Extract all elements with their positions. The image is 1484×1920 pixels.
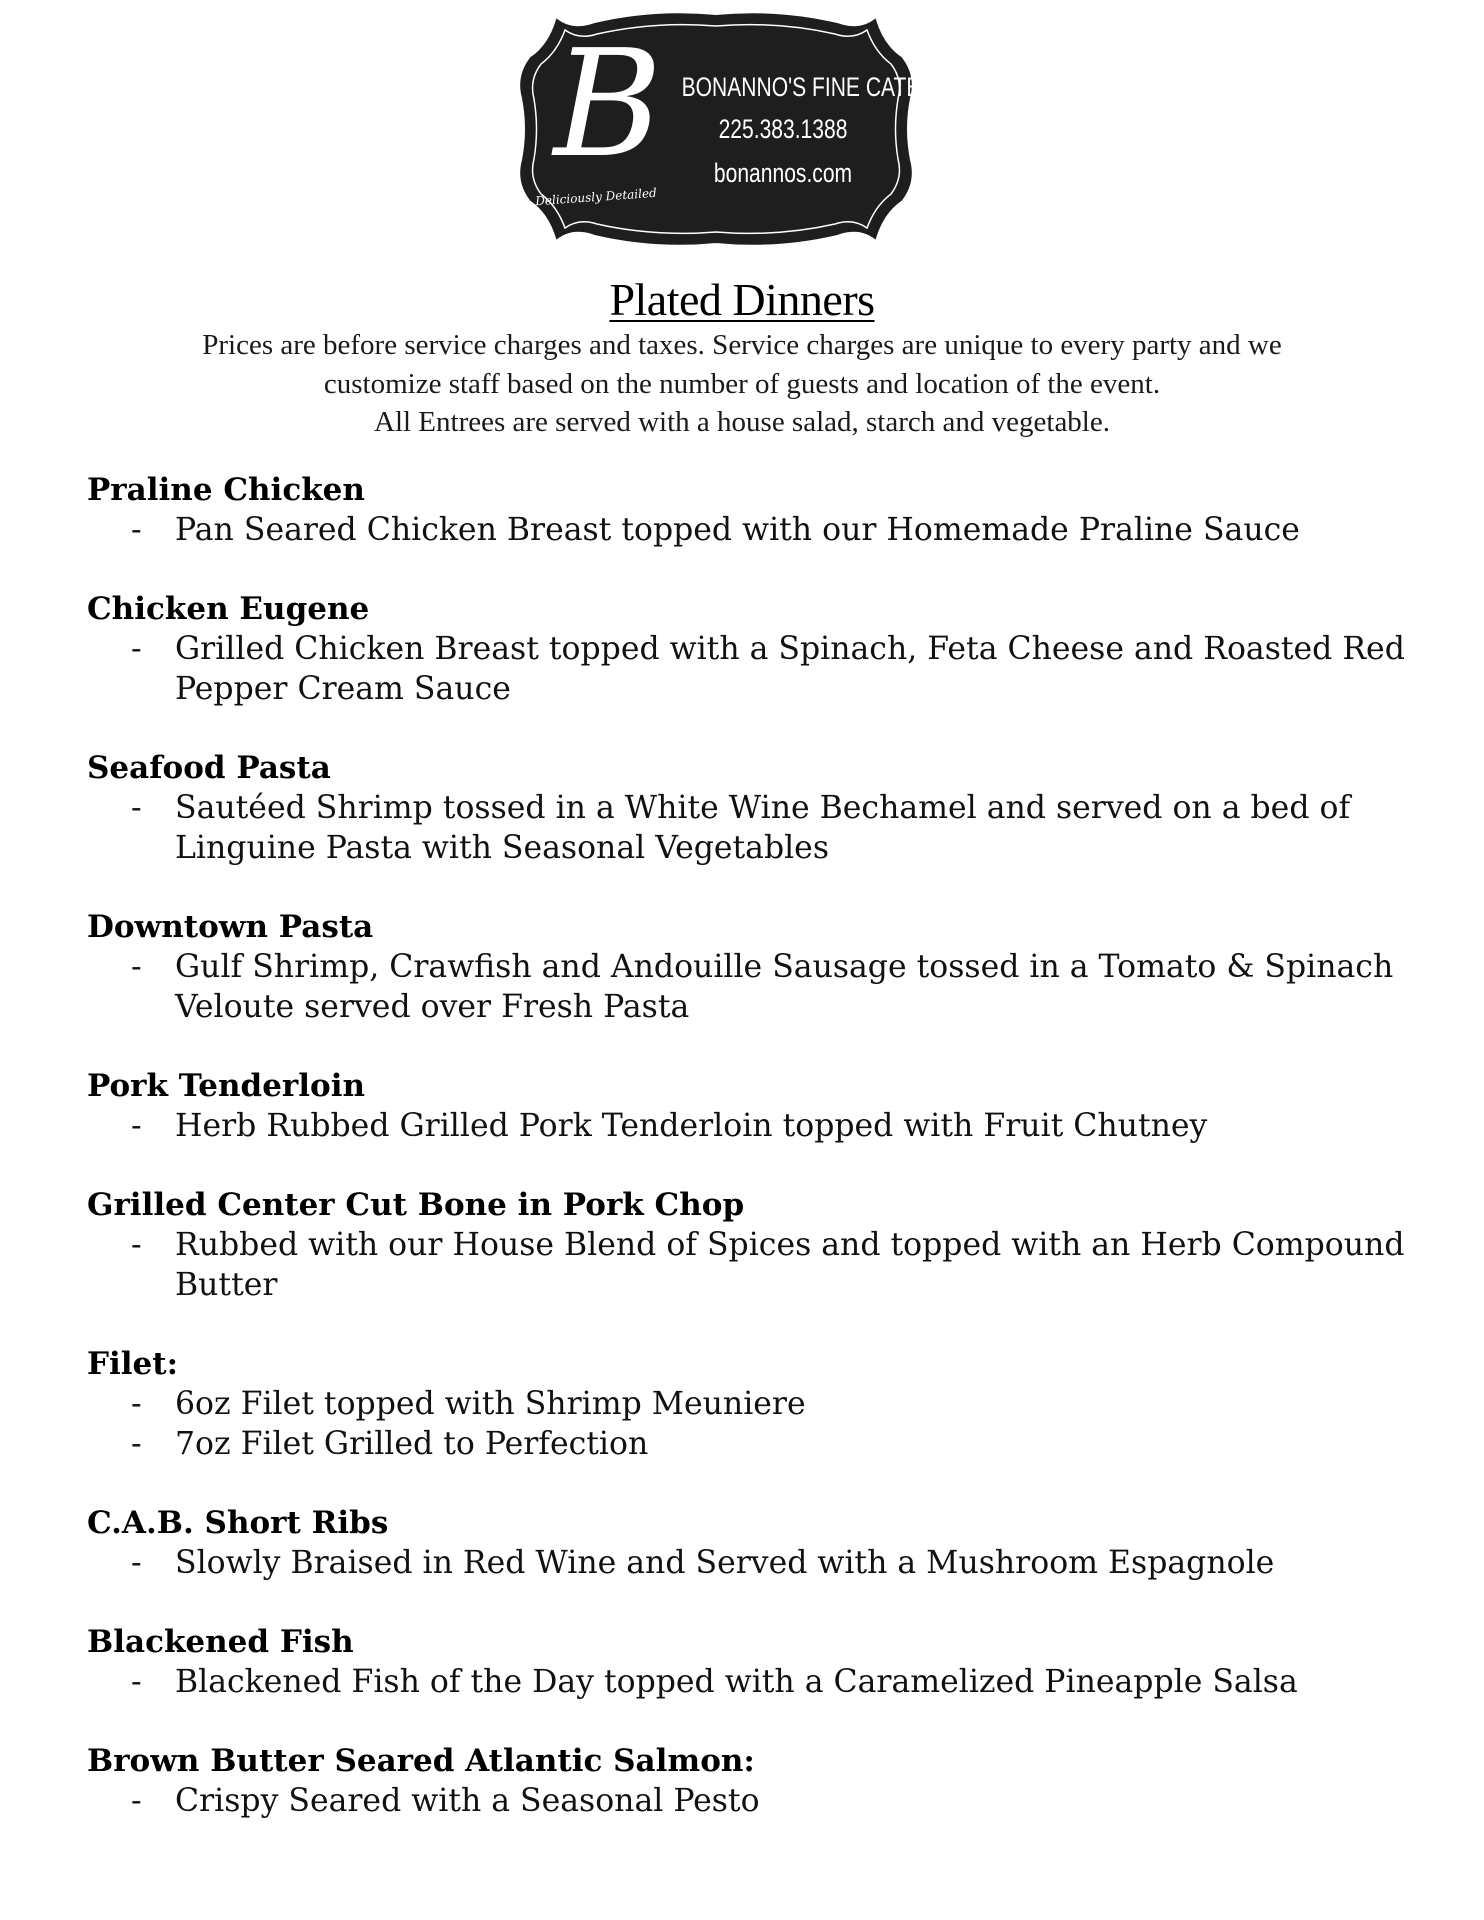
description-text: 6oz Filet topped with Shrimp Meuniere: [175, 1386, 806, 1422]
intro-text: [80, 326, 1404, 442]
menu-list: [87, 470, 1417, 1821]
description-text: 7oz Filet Grilled to Perfection: [175, 1426, 649, 1462]
menu-item-descriptions: [87, 629, 1417, 709]
page-title: Plated Dinners: [609, 274, 875, 325]
menu-item-name: Filet:: [87, 1346, 179, 1382]
menu-item-description: [87, 1662, 1417, 1702]
menu-item-description: [87, 788, 1417, 868]
logo-initial: B: [553, 18, 663, 190]
bullet-dash: -: [131, 949, 142, 985]
bullet-dash: -: [131, 1108, 142, 1144]
menu-item-name: Seafood Pasta: [87, 750, 331, 786]
bullet-dash: -: [131, 1426, 142, 1462]
menu-item-description: [87, 1424, 1417, 1464]
bullet-dash: -: [131, 1783, 142, 1819]
menu-item: [87, 907, 1417, 1027]
company-logo: [505, 6, 974, 253]
intro-line: Prices are before service charges and taxes. Service charges are unique to every party and we: [202, 329, 1282, 361]
menu-item-descriptions: [87, 510, 1417, 550]
menu-item-name: C.A.B. Short Ribs: [87, 1505, 389, 1541]
menu-item-description: [87, 510, 1417, 550]
menu-item-descriptions: [87, 1662, 1417, 1702]
menu-item-descriptions: [87, 1543, 1417, 1583]
menu-item-description: [87, 947, 1417, 1027]
menu-item: [87, 589, 1417, 709]
logo-text-block: [681, 68, 974, 194]
description-text: Rubbed with our House Blend of Spices and topped with an Herb Compound Butter: [175, 1227, 1405, 1303]
menu-item-description: [87, 1384, 1417, 1424]
bullet-dash: -: [131, 631, 142, 667]
menu-item-description: [87, 1106, 1417, 1146]
menu-item-name: Pork Tenderloin: [87, 1068, 366, 1104]
description-text: Herb Rubbed Grilled Pork Tenderloin topped with Fruit Chutney: [175, 1108, 1208, 1144]
menu-item: [87, 1344, 1417, 1464]
logo-tagline: Deliciously Detailed: [534, 185, 658, 209]
menu-item-descriptions: [87, 788, 1417, 868]
menu-item-descriptions: [87, 1781, 1417, 1821]
menu-item: [87, 1185, 1417, 1305]
bullet-dash: -: [131, 790, 142, 826]
description-text: Pan Seared Chicken Breast topped with our Homemade Praline Sauce: [175, 512, 1300, 548]
description-text: Blackened Fish of the Day topped with a Caramelized Pineapple Salsa: [175, 1664, 1298, 1700]
menu-item: [87, 470, 1417, 550]
menu-item-description: [87, 1225, 1417, 1305]
menu-item: [87, 1066, 1417, 1146]
menu-item-description: [87, 629, 1417, 709]
menu-item: [87, 748, 1417, 868]
intro-line: All Entrees are served with a house salad, starch and vegetable.: [374, 406, 1110, 438]
menu-item: [87, 1741, 1417, 1821]
bullet-dash: -: [131, 1664, 142, 1700]
description-text: Sautéed Shrimp tossed in a White Wine Bechamel and served on a bed of Linguine Pasta with Seasonal Vegetables: [175, 790, 1351, 866]
menu-item-descriptions: [87, 1384, 1417, 1464]
menu-item-name: Praline Chicken: [87, 472, 365, 508]
bullet-dash: -: [131, 512, 142, 548]
menu-item-name: Chicken Eugene: [87, 591, 370, 627]
description-text: Crispy Seared with a Seasonal Pesto: [175, 1783, 760, 1819]
menu-item-descriptions: [87, 947, 1417, 1027]
menu-item-description: [87, 1781, 1417, 1821]
intro-line: customize staff based on the number of guests and location of the event.: [323, 367, 1161, 400]
description-text: Slowly Braised in Red Wine and Served with a Mushroom Espagnole: [175, 1545, 1275, 1581]
description-text: Grilled Chicken Breast topped with a Spinach, Feta Cheese and Roasted Red Pepper Cream Sauce: [175, 631, 1405, 707]
menu-item-name: Grilled Center Cut Bone in Pork Chop: [87, 1187, 745, 1223]
logo-company-name: BONANNO'S FINE CATERING: [681, 72, 974, 102]
menu-item: [87, 1503, 1417, 1583]
logo-phone: 225.383.1388: [718, 114, 848, 144]
bullet-dash: -: [131, 1227, 142, 1263]
menu-item-descriptions: [87, 1225, 1417, 1305]
menu-item-name: Blackened Fish: [87, 1624, 354, 1660]
description-text: Gulf Shrimp, Crawfish and Andouille Sausage tossed in a Tomato & Spinach Veloute served over Fresh Pasta: [175, 949, 1394, 1025]
menu-item-descriptions: [87, 1106, 1417, 1146]
menu-item-name: Brown Butter Seared Atlantic Salmon:: [87, 1743, 755, 1779]
bullet-dash: -: [131, 1545, 142, 1581]
menu-item-description: [87, 1543, 1417, 1583]
bullet-dash: -: [131, 1386, 142, 1422]
menu-item-name: Downtown Pasta: [87, 909, 374, 945]
menu-item: [87, 1622, 1417, 1702]
logo-website: bonannos.com: [713, 158, 853, 188]
